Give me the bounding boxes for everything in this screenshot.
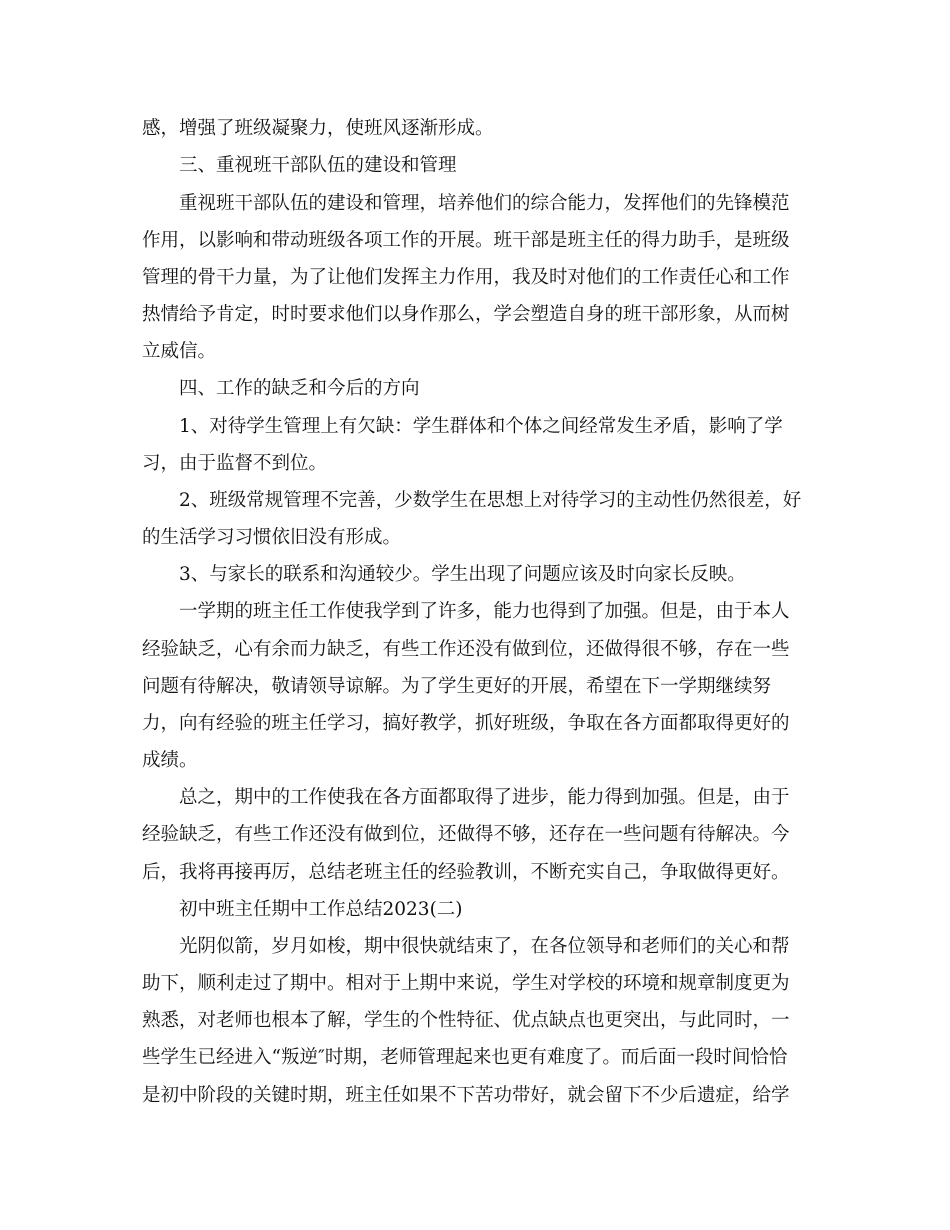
text-line: 1、对待学生管理上有欠缺：学生群体和个体之间经常发生矛盾，影响了学: [179, 416, 783, 437]
text-line: 些学生已经进入“叛逆″时期，老师管理起来也更有难度了。而后面一段时间恰恰: [142, 1047, 788, 1068]
text-line: 成绩。: [142, 750, 198, 771]
section-heading: 初中班主任期中工作总结2023(二): [179, 899, 463, 920]
text-line: 力，向有经验的班主任学习，搞好教学，抓好班级，争取在各方面都取得更好的: [142, 713, 790, 734]
text-line: 3、与家长的联系和沟通较少。学生出现了问题应该及时向家长反映。: [179, 564, 746, 585]
text-line: 管理的骨干力量，为了让他们发挥主力作用，我及时对他们的工作责任心和工作: [142, 267, 790, 288]
text-line: 是初中阶段的关键时期，班主任如果不下苦功带好，就会留下不少后遗症，给学: [142, 1085, 790, 1106]
text-line: 习，由于监督不到位。: [142, 453, 328, 474]
text-line: 问题有待解决，敬请领导谅解。为了学生更好的开展，希望在下一学期继续努: [142, 676, 772, 697]
text-line: 热情给予肯定，时时要求他们以身作那么，学会塑造自身的班干部形象，从而树: [142, 304, 790, 325]
text-line: 后，我将再接再厉，总结老班主任的经验教训，不断充实自己，争取做得更好。: [142, 862, 790, 883]
text-line: 经验缺乏，有些工作还没有做到位，还做得不够，还存在一些问题有待解决。今: [142, 824, 790, 845]
text-line: 熟悉，对老师也根本了解，学生的个性特征、优点缺点也更突出，与此同时，一: [142, 1010, 790, 1031]
text-line: 感，增强了班级凝聚力，使班风逐渐形成。: [142, 118, 494, 139]
section-heading: 四、工作的缺乏和今后的方向: [179, 378, 420, 399]
text-line: 经验缺乏，心有余而力缺乏，有些工作还没有做到位，还做得很不够，存在一些: [142, 639, 790, 660]
text-line: 一学期的班主任工作使我学到了许多，能力也得到了加强。但是，由于本人: [179, 601, 790, 622]
text-line: 的生活学习习惯依旧没有形成。: [142, 527, 402, 548]
text-line: 立威信。: [142, 341, 217, 362]
text-line: 2、班级常规管理不完善，少数学生在思想上对待学习的主动性仍然很差，好: [179, 490, 802, 511]
text-line: 重视班干部队伍的建设和管理，培养他们的综合能力，发挥他们的先锋模范: [179, 193, 790, 214]
text-line: 总之，期中的工作使我在各方面都取得了进步，能力得到加强。但是，由于: [179, 787, 790, 808]
text-line: 作用，以影响和带动班级各项工作的开展。班干部是班主任的得力助手，是班级: [142, 230, 790, 251]
section-heading: 三、重视班干部队伍的建设和管理: [179, 155, 457, 176]
text-line: 助下，顺利走过了期中。相对于上期中来说，学生对学校的环境和规章制度更为: [142, 973, 790, 994]
text-line: 光阴似箭，岁月如梭，期中很快就结束了，在各位领导和老师们的关心和帮: [179, 936, 790, 957]
